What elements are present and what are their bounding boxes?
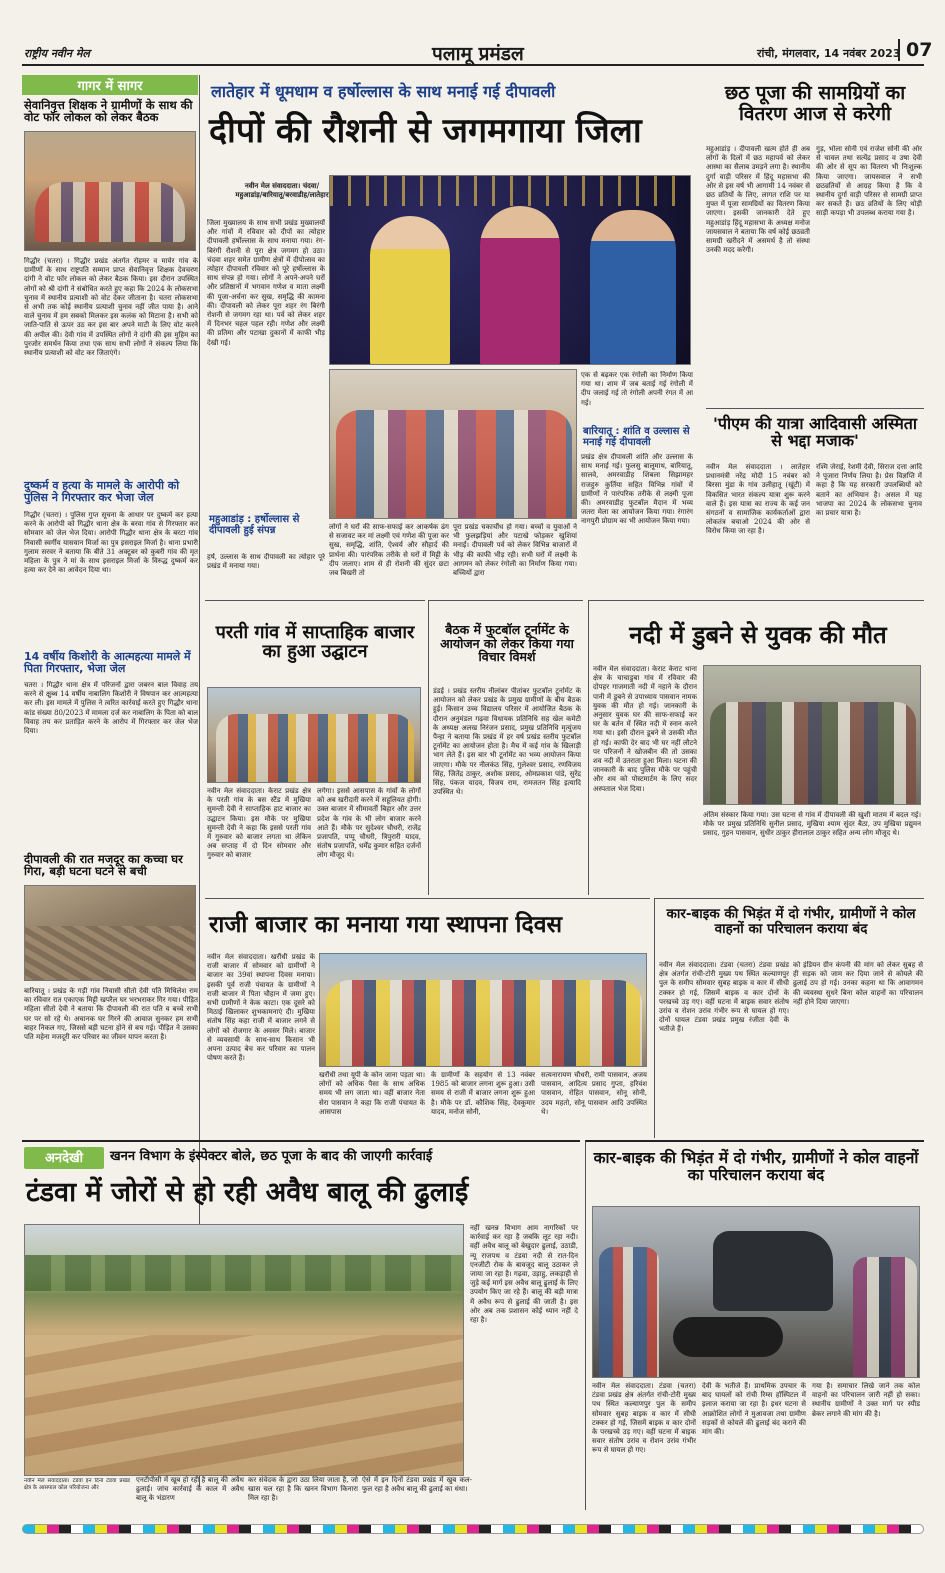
diwali-market-photo: [329, 369, 577, 519]
masthead: [22, 38, 933, 66]
car-bike-body-bottom: नवीन मेल संवाददाता। टंडवा (चतरा) टंडवा प्रखंड क्षेत्र अंतर्गत रांची-टोरी मुख्य पथ स्थित कल्याणपुर पुल के समीप सोमवार सुबह बाइक व कार में सीधी टक्कर हो गई, जिसमें बाइक व कार दोनों के परखच्चे उड़ गए। वहीं घटना में बाइक सवार संतोष उरांव व रोशन उरांव गंभीर रूप से घायल हो गए।: [592, 1382, 696, 1455]
car-bike-body-top: नवीन मेल संवाददाता। टंडवा (चतरा) टंडवा प्रखंड क्षेत्र अंतर्गत रांची-टोरी मुख्य पथ स्थित कल्याणपुर पुल के समीप सोमवार सुबह बाइक व कार में सीधी टक्कर हो गई, जिसमें बाइक व कार दोनों के परखच्चे उड़ गए। वहीं घटना में बाइक सवार संतोष उरांव व रोशन उरांव गंभीर रूप से घायल हो गए। दोनों घायल टंडवा प्रखंड प्रमुख रंजीता देवी के भतीजे हैं।: [659, 961, 789, 1034]
photo-lights: [330, 176, 691, 206]
accident-photo: [592, 1206, 920, 1378]
raji-body-2: खरौंधी तथा यूपी के कोन जाना पड़ता था। लोगों को अधिक पैसा के साथ अधिक समय भी लग जाता था। वहीं बाजार नेता सेरा पासवान ने कहा कि राजी पंचायत के आसपास: [319, 1071, 425, 1116]
parti-headline: परती गांव में साप्ताहिक बाजार का हुआ उद्घाटन: [215, 622, 415, 663]
sand-headline: टंडवा में जोरों से हो रही अवैध बालू की ढुलाई: [26, 1177, 469, 1208]
photo-trees: [25, 1255, 464, 1291]
diwali-headline: दीपों की रौशनी से जगमगाया जिला: [209, 111, 642, 151]
story-suicide-head: 14 वर्षीय किशोरी के आत्महत्या मामले में पिता गिरफ्तार, भेजा जेल: [24, 650, 191, 675]
story-suicide-body: चतरा । गिद्धौर थाना क्षेत्र में परिजनों द्वारा जबरन बाल विवाह तय करने से क्षुब्ध 14 वर्षीय नाबालिग किशोरी ने विषपान कर आत्महत्या कर ली। इस मामले में पुलिस ने त्वरित कार्रवाई करते हुए गिद्धौर थाना कांड संख्या 80/2023 में मामला दर्ज कर नाबालिग के पिता को बाल विवाह तय कर प्रताड़ित करने के आरोप में गिरफ्तार कर जेल भेज दिया।: [24, 681, 198, 736]
parti-market-photo: [207, 687, 421, 783]
section-label-text: गागर में सागर: [77, 79, 143, 94]
drown-body: नवीन मेल संवाददाता। केराट केराट थाना क्षेत्र के चाचाडुबा गांव में रविवार की दोपहर गाजमाती नदी में नहाने के दौरान पानी में डूबने से उपाध्याय पासवान नामक युवक की मौत हो गई। जानकारी के अनुसार युवक घर की साफ-सफाई कर घर के बर्तन में स्थित नदी में स्नान करने गया था। इसी दौरान डूबने से उसकी मौत हो गई। काफी देर बाद भी घर नहीं लौटने पर परिजनों ने खोजबीन की तो उसका शव नदी में उतराता हुआ मिला। घटना की जानकारी के बाद पुलिस मौके पर पहुंची और शव को पोस्टमार्टम के लिए सदर अस्पताल भेज दिया।: [593, 665, 697, 793]
photo-wrecked-car: [713, 1231, 833, 1311]
football-story: [428, 600, 583, 895]
sand-body: नहीं खनन्न विभाग आम नागरिकों पर कार्रवाई कर रहा है जबकि लूट रहा नदी। वहीं अवैध बालू को बेखुदार ढुलाई, उठाडी, न्यू राजपथ व टंडवा नदी से रात-दिन एनजीटी रोक के बावजूद बालू उठाकर ले जाया जा रहा है। गढ़वा, उड़ाहु, लकड़ाही से जुड़े कई मार्ग इस अवैध बालू ढुलाई के लिए उपयोग किए जा रहे हैं। बालू की बड़ी मात्रा में अवैध रूप से ढुलाई की जाती है। इस ओर अब तक प्रशासन कोई ध्यान नहीं दे रहा है।: [470, 1224, 578, 1325]
section-label: [22, 75, 198, 95]
car-bike-body-bottom-2: देवी के भतीजे हैं। प्राथमिक उपचार के बाद घायलों को रांची रिम्स हॉस्पिटल में इलाज कराया जा रहा है। इधर घटना से आक्रोशित लोगों ने मुआवजा तथा ग्रामीण सड़कों से कोयले की ढुलाई बंद कराने की मांग की।: [702, 1382, 806, 1437]
pm-headline: 'पीएम की यात्रा आदिवासी अस्मिता से भद्दा मजाक': [712, 414, 918, 451]
story-tag: [24, 1147, 104, 1169]
parti-body: नवीन मेल संवाददाता। केराट प्रखंड क्षेत्र के परती गांव के बस स्टैंड में मुखिया सुमन्ती देवी ने साप्ताहिक हाट बाजार का उद्घाटन किया। इस मौके पर मुखिया सुमन्ती देवी ने कहा कि इससे परती गांव में गुरुवार को बाजार लगता था लेकिन अब सप्ताह में दो दिन सोमवार और गुरुवार को बाजार: [207, 787, 311, 860]
parti-body-2: लगेगा। इससे आसपास के गांवों के लोगों को अब खरीदारी करने में सहूलियत होगी। उक्त बाजार में सीमावर्ती बिहार और उत्तर प्रदेश के गांव के भी लोग बाजार करने आते हैं। मौके पर सुदेश्वर चौधरी, राजेंद्र प्रजापति, पप्पू चौधरी, त्रिपुरारी यादव, संतोष प्रजापति, धर्मेंद्र कुमार सहित दर्जनों लोग मौजूद थे।: [317, 787, 421, 860]
car-bike-body-top-2: को इंडियन ग्रीन कंपनी की मांग को लेकर सुबह से ही सड़क को जाम कर दिया जाने से कोयले की ढुलाई ठप हो गई। उनका कहना था कि आवागमन की व्यवस्था सुधरे बिना कोल वाहनों का परिचालन नहीं होने दिया जाएगा।: [793, 961, 923, 1006]
sand-mining-story: [22, 1140, 580, 1492]
chhath-body-2: गुड़, भोला सोनी एवं राजेश सोनी की ओर से चावल तथा सत्येंद्र प्रसाद व उषा देवी की ओर से सूप का वितरण भी निःशुल्क किया जाएगा। जायसवाल ने सभी छठव्रतियों से आग्रह किया है कि वे स्थानीय दुर्गा वाड़ी परिसर से सामग्री प्राप्त कर सकते हैं। छठ व्रतियों के लिए थोड़ी साड़ी कपड़ा भी उपलब्ध कराया गया है।: [816, 145, 922, 218]
photo-celebration-group: [326, 980, 642, 1067]
diwali-sub-mahuadanr-body: हर्ष, उल्लास के साथ दीपावली का त्योहार पूरे प्रखंड में मनाया गया।: [207, 553, 325, 571]
drown-headline: नदी में डुबने से युवक की मौत: [629, 621, 887, 649]
pm-story: [706, 408, 924, 598]
drown-story: [588, 600, 924, 895]
story-tag-text: अनदेखी: [44, 1151, 84, 1166]
sand-body-3: एनटीपीसी में खूब हो रही है बालू की अवैध ढुलाई। जांच कार्रवाई के काल में अवैध बालू के भंडारण: [136, 1476, 244, 1503]
meeting-photo: [24, 131, 196, 251]
story-arrest-body: गिद्धौर (चतरा) । पुलिस गुप्त सूचना के आधार पर दुष्कर्म कर हत्या करने के आरोपी को गिद्धौर थाना क्षेत्र के बरवा गांव से गिरफ्तार कर सोमवार को जेल भेज दिया। आरोपी गिद्धौर थाना क्षेत्र के बरटा गांव निवासी स्वर्गीय यासवान मिर्जा का पुत्र इसराइल मिर्जा है। थाना प्रभारी गुलाम सरवर ने बताया कि बीते 31 अक्टूबर को कुबरी गांव की मृत महिला के पुत्र ने मां के साथ इसराइल मिर्जा के विरुद्ध दुष्कर्म कर हत्या कर देने का आवेदन दिया था।: [24, 511, 198, 575]
football-body: डंडई । प्रखंड स्तरीय नीलांबर पीतांबर फुटबॉल टूर्नामेंट के आयोजन को लेकर प्रखंड के प्रमुख ग्रामीणों के बीच बैठक हुई। किसान उच्च विद्यालय परिसर में आयोजित बैठक के दौरान अनुमंडल गढ़वा विधायक प्रतिनिधि सह खेल कमेटी के अध्यक्ष अलख निरंजन प्रसाद, प्रमुख प्रतिनिधि मृत्युंजय पैन्हा ने बताया कि प्रखंड में हर वर्ष प्रखंड स्तरीय फुटबॉल टूर्नामेंट का आयोजन होता है। मैच में कई गांव के खिलाड़ी भाग लेते हैं। इस बार भी टूर्नामेंट का भव्य आयोजन किया जाएगा। मौके पर नीलकंठ सिंह, गुलेश्वर प्रसाद, रणविजय सिंह, जितेंद्र ठाकुर, अशोक प्रसाद, ओमप्रकाश पांडे, सुरेंद्र सिंह, पंकज यादव, विजय राम, रामजतन सिंह इत्यादि उपस्थित थे।: [433, 687, 581, 797]
diwali-body-3: पूरा प्रखंड चकाचौंध हो गया। बच्चों व युवाओं ने भी फुलझड़ियां और पटाखे फोड़कर खुशियां मनाईं। दीपावली पर्व को लेकर विभिन्न बाजारों में भीड़ की काफी भीड़ रही। सभी घरों में लक्ष्मी के आगमन को लेकर रंगोली का निर्माण किया गया। बच्चियों द्वारा: [453, 523, 577, 578]
story-vote-local-head: सेवानिवृत्त शिक्षक ने ग्रामीणों के साथ की वोट फॉर लोकल को लेकर बैठक: [24, 98, 193, 125]
diwali-body-4: एक से बढ़कर एक रंगोली का निर्माण किया गया था। शाम में जब बताई गई रंगोली में दीप जलाई गई तो रंगोली अपनी रंगत में आ गई।: [581, 371, 693, 407]
diwali-body: जिला मुख्यालय के साथ सभी प्रखंड मुख्यालयों और गांवों में रविवार को दीपों का त्योहार दीपावली हर्षोल्लास के साथ मनाया गया। रंग-बिरंगी रौशनी से पूरा क्षेत्र जगमग हो उठा। चंदवा शहर समेत ग्रामीण क्षेत्रों में दीपोत्सव का त्योहार दीपावली रविवार को पूरे हर्षोल्लास के साथ संपन्न हो गया। लोगों ने अपने-अपने घरों और प्रतिष्ठानों में भगवान गणेश व माता लक्ष्मी की पूजा-अर्चना कर सुख, समृद्धि की कामना की। दीपावली को लेकर पूरा शहर रंग बिरंगी रोशनी से जगमग रहा था। पर्व को लेकर शहर में दिनभर चहल पहल रही। गणेश और लक्ष्मी की प्रतिमा और पटाखा दुकानों में काफी भीड़ देखी गई।: [207, 219, 325, 347]
diwali-kicker: लातेहार में धूमधाम व हर्षोल्लास के साथ मनाई गई दीपावली: [211, 82, 556, 101]
drown-photo: [703, 665, 921, 805]
raji-body-3: के ग्रामीणों के सहयोग से 13 नवंबर 1985 को बाजार लगना शुरू हुआ। उसी समय से राजी में बाजार लगना शुरू हुआ है। मौके पर डॉ. कौशिक सिंह, देवकुमार यादव, मनोज सोनी,: [431, 1071, 535, 1116]
raji-story: [205, 898, 650, 1138]
page-number: 07: [898, 39, 932, 61]
photo-woman-3: [590, 210, 676, 365]
diwali-women-photo: [329, 175, 691, 365]
sand-kicker: खनन विभाग के इंस्पेक्टर बोले, छठ पूजा के बाद की जाएगी कार्रवाई: [110, 1149, 433, 1164]
story-vote-local-body: गिद्धौर (चतरा) । गिद्धौर प्रखंड अंतर्गत रोहमर व मायेर गांव के ग्रामीणों के साथ राष्ट्रपति सम्मान प्राप्त सेवानिवृत्त शिक्षक देवचरण दांगी ने वोट फॉर लोकल को लेकर बैठक किया। इस दौरान उपस्थित लोगों को श्री दांगी ने संबोधित करते हुए कहा कि 2024 के लोकसभा चुनाव में स्थानीय प्रत्याशी को वोट देकर जीताना है। चतरा लोकसभा से अभी तक कोई स्थानीय प्रत्याशी चुनाव नहीं जीत पाया है। आने वाले चुनाव में हम सबको मिलकर इस कलंक को मिटाना है। सभी को जाति-पाति से ऊपर उठ कर इस बार अपने माटी के लिए वोट करने की अपील की। देवी गांव में उपस्थित लोगों ने दांगी की इस मुहिम का पुरजोर समर्थन किया तथा एक साथ सभी लोगों ने संकल्प लिया कि स्थानीय प्रत्याशी को वोट कर जिताएंगे।: [24, 257, 198, 358]
photo-woman-2: [480, 206, 560, 365]
photo-rubble: [25, 926, 196, 981]
diwali-body-2: लोगों ने घरों की साफ-सफाई कर आकर्षक ढंग से सजावट कर मां लक्ष्मी एवं गणेश की पूजा कर सुख, समृद्धि, शांति, ऐश्वर्य और सौहार्द की प्रार्थना की। पारंपरिक तरीके से घरों में मिट्टी के दीप जलाए। शाम से ही रोशनी की सुंदर छटा जब बिखरी तो: [329, 523, 449, 578]
parti-story: [205, 600, 425, 895]
drown-body-2: अंतिम संस्कार किया गया। उस घटना से गांव में दीपावली की खुशी मातम में बदल गई। मौके पर प्रमुख प्रतिनिधि सुनील प्रसाद, मुखिया श्याम सुंदर बैठा, उप मुखिया प्रद्युमन प्रसाद, गुहन पासवान, सुधीर ठाकुर हीरालाल ठाकुर सहित अन्य लोग मौजूद थे।: [703, 811, 921, 838]
photo-bike: [673, 1317, 783, 1357]
photo-bystanders: [599, 1247, 659, 1378]
car-bike-body-bottom-3: गया है। समाचार लिखे जाने तक कोल वाहनों का परिचालन जारी नहीं हो सका। स्थानीय ग्रामीणों ने उक्त मार्ग पर स्पीड ब्रेकर लगाने की मांग की है।: [812, 1382, 920, 1418]
story-arrest-head: दुष्कर्म व हत्या के मामले के आरोपी को पुलिस ने गिरफ्तार कर भेजा जेल: [24, 479, 180, 504]
diwali-sub-mahuadanr: महुआडांड़ : हर्षोल्लास से दीपावली हुई संपन्न: [209, 514, 300, 536]
dateline: रांची, मंगलवार, 14 नवंबर 2023: [757, 47, 901, 60]
photo-group: [216, 714, 414, 783]
masthead-logo: राष्ट्रीय नवीन मेल: [24, 47, 90, 60]
story-house-collapse-head: दीपावली की रात मजदूर का कच्चा घर गिरा, बड़ी घटना घटने से बची: [24, 852, 183, 879]
sand-body-2: नवीन मेल संवाददाता। टंडवा इन दिनों टंडवा प्रखंड क्षेत्र के आसपाल कोल परियोजना और: [24, 1478, 130, 1491]
pm-body-2: रश्मि जेराई, रेशमी देवी, सिराज दत्ता आदि ने पूजारा निर्णय लिया है। प्रेस विज्ञप्ति में कहा है कि यह सरकारी उपलब्धियों को बताने का अभियान है। असल में यह भाजपा का 2024 के लोकसभा चुनाव का प्रचार यात्रा है।: [816, 463, 922, 518]
raji-body: नवीन मेल संवाददाता। खरौंधी प्रखंड के राजी बाजार में सोमवार को ग्रामीणों ने बाजार का 39वां स्थापना दिवस मनाया। इसकी पूर्व राजी पंचायत के ग्रामीणों ने राजी बाजार में पिता चौहान में जमा हुए। सभी ग्रामीणों ने केक काटा। एक दूसरे को मिठाई खिलाकर शुभकामनाएं दी। मुखिया संतोष सिंह कहा राजी में बाजार लगने से लोगों को रोजगार के अवसर मिले। बाजार से व्यवसायी के साथ-साथ किसान भी अपना उत्पाद बेच कर परिवार का पालन पोषण करते हैं।: [207, 953, 315, 1063]
sand-body-4: कर संवेदक के द्वारा उठा लिया जाता है, जो खास चल रहा है कि खनन विभाग किनारा मिल रहा है।: [248, 1476, 358, 1503]
chhath-headline: छठ पूजा की सामग्रियों का वितरण आज से करेगी: [724, 82, 906, 125]
raji-body-4: सत्यनारायण चौधरी, रामी पासवान, अजय पासवान, आदित्य प्रसाद गुप्ता, हरिवंश पासवान, रोहित पासवान, सोनू सोनी, उदय महतो, सोनू पासवान आदि उपस्थित थे।: [541, 1071, 647, 1116]
diwali-byline: नवीन मेल संवाददाता। चंदवा/महुआडांड़/बारियातू/बरवाडीह/लातेहार: [235, 181, 329, 200]
print-color-bar: [22, 1524, 924, 1534]
story-house-collapse-body: बारियातू । प्रखंड के गड़ी गांव निवासी सीतो देवी पति मिथिलेश राम का रविवार रात एकाएक मिट्टी खपरैल घर भरभराकर गिर गया। पीड़ित महिला सीतो देवी ने बताया कि दीपावली की रात पति व बच्चे सभी घर पर सो रहे थे। अचानक घर गिरने की आवाज सुनकर हम सभी बाहर निकल गए, जिससे बड़ी घटना होने से बच गई। पीड़ित ने उसका पति महेना मजदूरी कर परिवार का जीवन यापन करता है।: [24, 987, 198, 1042]
car-bike-story-top: [654, 898, 924, 1138]
car-bike-headline-bottom: कार-बाइक की भिड़ंत में दो गंभीर, ग्रामीणों ने कोल वाहनों का परिचालन कराया बंद: [593, 1149, 919, 1184]
raji-celebration-photo: [319, 953, 647, 1067]
photo-crowd: [336, 410, 572, 519]
chhath-story: [706, 75, 924, 405]
diwali-story: [205, 75, 700, 595]
photo-woman-1: [370, 216, 450, 365]
collapsed-house-photo: [24, 885, 196, 981]
diwali-sub-bariyatu: बारियातू : शांति व उल्लास से मनाई गई दीपावली: [583, 426, 690, 448]
photo-people: [35, 182, 185, 242]
chhath-body: महुआडांड़ । दीपावली खत्म होते ही अब लोगों के दिलों में छठ महापर्व को लेकर आस्था का सैलाब उमड़ने लगा है। स्थानीय दुर्गा वाड़ी परिसर में हिंदू महासभा की ओर से इस वर्ष भी आगामी 14 नवंबर से छठ व्रतियों के लिए, लागत राशि पर या मुफ्त में पूजा सामग्रियों का वितरण किया जाएगा। इसकी जानकारी देते हुए महुआडांड़ हिंदू महासभा के अध्यक्ष मनोज जायसवाल ने बताया कि वर्ष कोई छठव्रती सामग्री खरीदने में असमर्थ है तो संस्था उनकी मदद करेगी।: [706, 145, 810, 255]
football-headline: बैठक में फुटबॉल टूर्नामेंट के आयोजन को लेकर किया गया विचार विमर्श: [440, 622, 574, 664]
photo-mourners: [710, 702, 916, 805]
sand-pile-photo: [24, 1224, 464, 1476]
diwali-sub-bariyatu-body: प्रखंड क्षेत्र दीपावली शांति और उल्लास के साथ मनाई गई। फुलसु बालूमाथ, बारियातू, सालवे, अमरवाडीह शिबला सिझामहर राजहुरु कुर्तिया सहित विभिन्न गांवों में ग्रामीणों ने पारंपरिक तरीके से लक्ष्मी पूजा की। अमरवाडीह फुटबॉल मैदान में भव्य जतरा मेला का आयोजन किया गया। रंगारंग नागपुरी प्रोग्राम का भी आयोजन किया गया।: [581, 453, 693, 526]
car-bike-headline-top: कार-बाइक की भिड़ंत में दो गंभीर, ग्रामीणों ने कोल वाहनों का परिचालन कराया बंद: [666, 906, 916, 937]
car-bike-story-bottom: [585, 1140, 924, 1510]
raji-headline: राजी बाजार का मनाया गया स्थापना दिवस: [209, 912, 563, 938]
photo-bystanders-right: [853, 1257, 917, 1378]
photo-sand-mounds: [25, 1335, 464, 1476]
section-title: पलामू प्रमंडल: [432, 43, 524, 65]
pm-body: नवीन मेल संवाददाता । लातेहार प्रधानमंत्री नरेंद्र मोदी 15 नवंबर को बिरसा मुंडा के गांव उलीहातू (खूंटी) में विकसित भारत संकल्प यात्रा शुरू करने वाले हैं। इस यात्रा का राज्य के कई जन संगठनों व सामाजिक कार्यकर्ताओं द्वारा लोकतंत्र बचाओ 2024 की ओर से विरोध किया जा रहा है।: [706, 463, 810, 536]
sand-body-5: ऐसे में इन दिनों टंडवा प्रखंड में खुब कल-फुल रहा है अवैध बालू की ढुलाई का धंधा।: [362, 1476, 472, 1494]
